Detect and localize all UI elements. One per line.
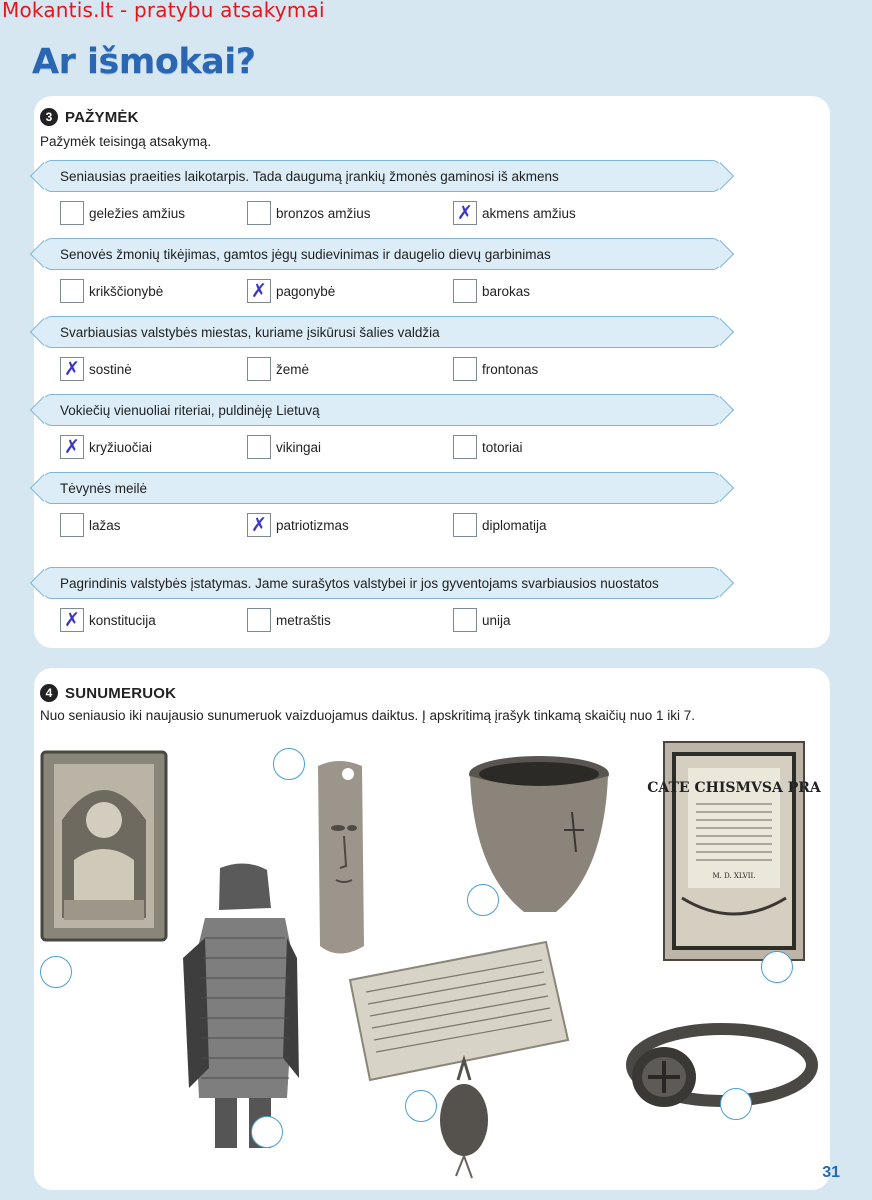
answer-option[interactable]: [247, 513, 349, 537]
page-number: 31: [822, 1164, 840, 1181]
question-text: Seniausias praeities laikotarpis. Tada daugumą įrankių žmonės gaminosi iš akmens: [60, 168, 559, 184]
checkbox[interactable]: [247, 279, 271, 303]
number-circle[interactable]: [405, 1090, 437, 1122]
answer-option[interactable]: [247, 435, 321, 459]
question-banner: [42, 160, 722, 192]
option-label: vikingai: [276, 439, 322, 455]
task3-instruction: Pažymėk teisingą atsakymą.: [40, 134, 212, 149]
option-label: geležies amžius: [89, 205, 186, 221]
number-circle[interactable]: [720, 1088, 752, 1120]
number-circle[interactable]: [40, 956, 72, 988]
checkbox[interactable]: [60, 435, 84, 459]
check-mark-icon: [455, 359, 475, 379]
question-banner: [42, 238, 722, 270]
options-row: [60, 279, 700, 305]
checkbox[interactable]: [247, 201, 271, 225]
question-text: Pagrindinis valstybės įstatymas. Jame surašytos valstybei ir jos gyventojams svarbiausios nuostatos: [60, 575, 659, 591]
checkbox[interactable]: [453, 435, 477, 459]
checkbox[interactable]: [453, 279, 477, 303]
signet-ring-image: [610, 1015, 816, 1125]
option-label: akmens amžius: [482, 205, 576, 221]
checkbox[interactable]: [60, 513, 84, 537]
checkbox[interactable]: [247, 435, 271, 459]
check-mark-icon: [249, 610, 269, 630]
check-mark-icon: ✗: [64, 436, 80, 458]
checkbox[interactable]: [60, 357, 84, 381]
answer-option[interactable]: [247, 279, 335, 303]
option-label: metraštis: [276, 612, 331, 628]
answer-option[interactable]: [60, 435, 152, 459]
checkbox[interactable]: [453, 513, 477, 537]
question-text: Vokiečių vienuoliai riteriai, puldinėję Lietuvą: [60, 402, 320, 418]
check-mark-icon: [455, 515, 475, 535]
task3-title: PAŽYMĖK: [65, 108, 139, 126]
task3-panel: [34, 96, 830, 648]
check-mark-icon: [249, 437, 269, 457]
checkbox[interactable]: [247, 513, 271, 537]
chainmail-armor-image: [175, 858, 305, 1158]
check-mark-icon: [62, 281, 82, 301]
option-label: bronzos amžius: [276, 205, 371, 221]
checkbox[interactable]: [453, 608, 477, 632]
check-mark-icon: ✗: [251, 514, 267, 536]
answer-option[interactable]: [453, 608, 511, 632]
option-label: patriotizmas: [276, 517, 349, 533]
number-circle[interactable]: [761, 951, 793, 983]
watermark: Mokantis.lt - pratybu atsakymai: [2, 0, 325, 22]
option-label: kryžiuočiai: [89, 439, 153, 455]
number-circle[interactable]: [251, 1116, 283, 1148]
check-mark-icon: [249, 203, 269, 223]
catechism-book-image: [647, 740, 821, 962]
check-mark-icon: [455, 281, 475, 301]
checkbox[interactable]: [247, 357, 271, 381]
checkbox[interactable]: [247, 608, 271, 632]
check-mark-icon: ✗: [64, 609, 80, 631]
task3-header: [40, 108, 139, 126]
carved-bone-image: [308, 756, 370, 962]
number-circle[interactable]: [467, 884, 499, 916]
answer-option[interactable]: [60, 513, 121, 537]
check-mark-icon: [62, 203, 82, 223]
options-row: [60, 513, 700, 539]
check-mark-icon: [62, 515, 82, 535]
checkbox[interactable]: [453, 201, 477, 225]
question-banner: [42, 394, 722, 426]
answer-option[interactable]: [60, 357, 132, 381]
check-mark-icon: [455, 437, 475, 457]
answer-option[interactable]: [60, 279, 163, 303]
checkbox[interactable]: [60, 201, 84, 225]
question-banner: [42, 472, 722, 504]
task3-number-badge: 3: [40, 108, 58, 126]
page-title: Ar išmokai?: [32, 42, 256, 82]
task4-header: [40, 684, 176, 702]
checkbox[interactable]: [60, 279, 84, 303]
question-text: Svarbiausias valstybės miestas, kuriame įsikūrusi šalies valdžia: [60, 324, 440, 340]
checkbox[interactable]: [60, 608, 84, 632]
answer-option[interactable]: [247, 608, 331, 632]
answer-option[interactable]: [453, 279, 530, 303]
option-label: frontonas: [482, 361, 539, 377]
option-label: barokas: [482, 283, 531, 299]
task4-title: SUNUMERUOK: [65, 684, 177, 702]
check-mark-icon: [455, 610, 475, 630]
task4-instruction: Nuo seniausio iki naujausio sunumeruok vaizduojamus daiktus. Į apskritimą įrašyk tinkamą skaičių nuo 1 iki 7.: [40, 708, 696, 723]
option-label: žemė: [276, 361, 310, 377]
answer-option[interactable]: [247, 201, 371, 225]
question-banner: [42, 567, 722, 599]
question-text: Tėvynės meilė: [60, 480, 148, 496]
answer-option[interactable]: [60, 608, 156, 632]
options-row: [60, 435, 700, 461]
task4-number-badge: 4: [40, 684, 58, 702]
answer-option[interactable]: [247, 357, 309, 381]
book-year-text: M. D. XLVII.: [712, 872, 756, 880]
option-label: pagonybė: [276, 283, 336, 299]
option-label: totoriai: [482, 439, 523, 455]
option-label: krikščionybė: [89, 283, 164, 299]
answer-option[interactable]: [453, 513, 547, 537]
answer-option[interactable]: [453, 201, 576, 225]
options-row: [60, 357, 700, 383]
option-label: konstitucija: [89, 612, 156, 628]
answer-option[interactable]: [453, 435, 523, 459]
check-mark-icon: [249, 359, 269, 379]
checkbox[interactable]: [453, 357, 477, 381]
option-label: sostinė: [89, 361, 132, 377]
option-label: lažas: [89, 517, 121, 533]
question-text: Senovės žmonių tikėjimas, gamtos jėgų sudievinimas ir daugelio dievų garbinimas: [60, 246, 551, 262]
option-label: diplomatija: [482, 517, 547, 533]
number-circle[interactable]: [273, 748, 305, 780]
question-banner: [42, 316, 722, 348]
check-mark-icon: ✗: [251, 280, 267, 302]
answer-option[interactable]: [60, 201, 185, 225]
parchment-seal-image: [346, 940, 570, 1180]
check-mark-icon: ✗: [457, 202, 473, 224]
options-row: [60, 608, 700, 634]
option-label: unija: [482, 612, 511, 628]
answer-option[interactable]: [453, 357, 538, 381]
check-mark-icon: ✗: [64, 358, 80, 380]
relief-portrait-image: [40, 750, 168, 942]
options-row: [60, 201, 700, 227]
book-title-text: CATE CHISMVSA PRA: [647, 780, 821, 796]
